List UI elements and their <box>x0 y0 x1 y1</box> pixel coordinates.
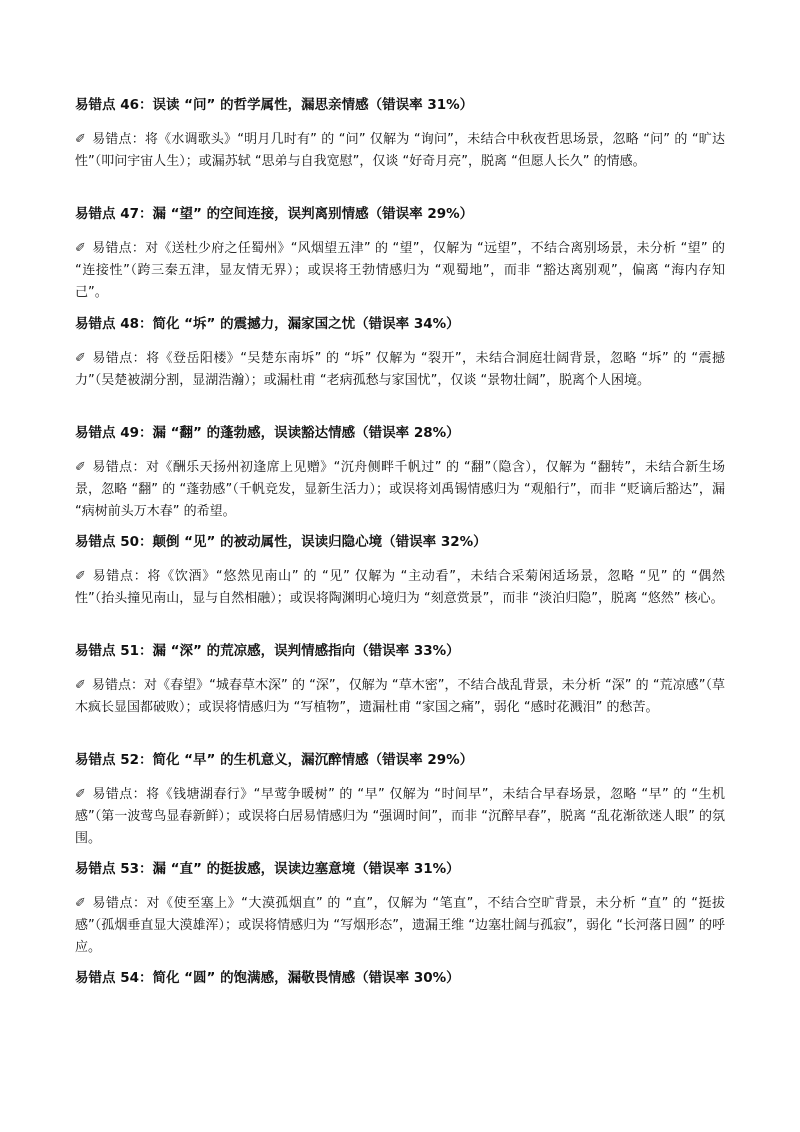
entry-body <box>75 457 725 522</box>
entry-text: 易错点：对《酬乐天扬州初逢席上见赠》“沉舟侧畔千帆过” 的 “翻”（隐含），仅解为 “翻转”，未结合新生场景，忽略 “翻” 的 “蓬勃感”（千帆竞发，显新生活力）；或误将刘禹锡情感归为 “观船行”，而非 “贬谪后豁达”，漏 “病树前头万木春” 的希望。 <box>75 460 725 519</box>
entry-body <box>75 893 725 958</box>
error-point-46 <box>75 95 725 173</box>
pencil-icon: ✐ <box>75 896 86 911</box>
entry-heading: 易错点 47：漏 “望” 的空间连接，误判离别情感（错误率 29%） <box>75 206 474 222</box>
pencil-icon: ✐ <box>75 241 86 256</box>
entry-heading: 易错点 50：颠倒 “见” 的被动属性，误读归隐心境（错误率 32%） <box>75 534 487 550</box>
pencil-icon: ✐ <box>75 132 86 147</box>
entry-body <box>75 238 725 303</box>
entry-heading: 易错点 51：漏 “深” 的荒凉感，误判情感指向（错误率 33%） <box>75 643 460 659</box>
entry-heading: 易错点 46：误读 “问” 的哲学属性，漏思亲情感（错误率 31%） <box>75 97 474 113</box>
entry-body <box>75 784 725 849</box>
error-point-51 <box>75 641 725 719</box>
entry-body <box>75 675 725 719</box>
pencil-icon: ✐ <box>75 678 86 693</box>
entry-heading: 易错点 52：简化 “早” 的生机意义，漏沉醉情感（错误率 29%） <box>75 752 474 768</box>
entry-text: 易错点：将《登岳阳楼》“吴楚东南坼” 的 “坼” 仅解为 “裂开”，未结合洞庭壮阔背景，忽略 “坼” 的 “震撼力”（吴楚被湖分割，显湖浩瀚）；或漏杜甫 “老病孤愁与家国忧”，仅谈 “景物壮阔”，脱离个人困境。 <box>75 351 725 388</box>
pencil-icon: ✐ <box>75 569 86 584</box>
entry-body <box>75 566 725 610</box>
pencil-icon: ✐ <box>75 351 86 366</box>
entry-text: 易错点：对《送杜少府之任蜀州》“风烟望五津” 的 “望”，仅解为 “远望”，不结合离别场景，未分析 “望” 的 “连接性”（跨三秦五津，显友情无界）；或误将王勃情感归为 “观蜀地”，而非 “豁达离别观”，偏离 “海内存知己”。 <box>75 241 725 300</box>
entry-heading: 易错点 48：简化 “坼” 的震撼力，漏家国之忧（错误率 34%） <box>75 316 460 332</box>
error-point-52 <box>75 750 725 849</box>
entry-heading: 易错点 54：简化 “圆” 的饱满感，漏敬畏情感（错误率 30%） <box>75 970 460 986</box>
error-point-49 <box>75 423 725 522</box>
entry-body <box>75 348 725 392</box>
entry-heading: 易错点 53：漏 “直” 的挺拔感，误读边塞意境（错误率 31%） <box>75 861 460 877</box>
error-point-50 <box>75 532 725 610</box>
entry-text: 易错点：将《钱塘湖春行》“早莺争暖树” 的 “早” 仅解为 “时间早”，未结合早春场景，忽略 “早” 的 “生机感”（第一波莺鸟显春新鲜）；或误将白居易情感归为 “强调时间”，而非 “沉醉早春”，脱离 “乱花渐欲迷人眼” 的氛围。 <box>75 787 725 846</box>
error-point-47 <box>75 204 725 303</box>
error-point-53 <box>75 859 725 958</box>
pencil-icon: ✐ <box>75 787 86 802</box>
pencil-icon: ✐ <box>75 460 86 475</box>
entry-heading: 易错点 49：漏 “翻” 的蓬勃感，误读豁达情感（错误率 28%） <box>75 425 460 441</box>
entry-text: 易错点：对《春望》“城春草木深” 的 “深”，仅解为 “草木密”，不结合战乱背景，未分析 “深” 的 “荒凉感”（草木疯长显国都破败）；或误将情感归为 “写植物”，遗漏杜甫 “家国之痛”，弱化 “感时花溅泪” 的愁苦。 <box>75 678 725 715</box>
entry-body <box>75 129 725 173</box>
entry-text: 易错点：对《使至塞上》“大漠孤烟直” 的 “直”，仅解为 “笔直”，不结合空旷背景，未分析 “直” 的 “挺拔感”（孤烟垂直显大漠雄浑）；或误将情感归为 “写烟形态”，遗漏王维 “边塞壮阔与孤寂”，弱化 “长河落日圆” 的呼应。 <box>75 896 725 955</box>
error-point-48 <box>75 314 725 392</box>
error-point-54 <box>75 968 725 988</box>
entry-text: 易错点：将《水调歌头》“明月几时有” 的 “问” 仅解为 “询问”，未结合中秋夜哲思场景，忽略 “问” 的 “旷达性”（叩问宇宙人生）；或漏苏轼 “思弟与自我宽慰”，仅谈 “好奇月亮”，脱离 “但愿人长久” 的情感。 <box>75 132 725 169</box>
entry-text: 易错点：将《饮酒》“悠然见南山” 的 “见” 仅解为 “主动看”，未结合采菊闲适场景，忽略 “见” 的 “偶然性”（抬头撞见南山，显与自然相融）；或误将陶渊明心境归为 “刻意赏景”，而非 “淡泊归隐”，脱离 “悠然” 核心。 <box>75 569 725 606</box>
